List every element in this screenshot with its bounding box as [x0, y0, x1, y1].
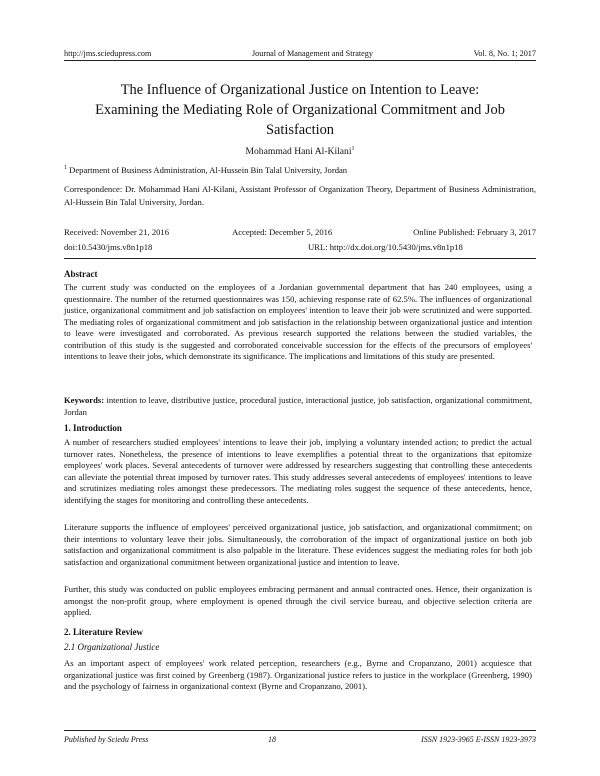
- review-subheading: 2.1 Organizational Justice: [64, 642, 160, 652]
- title-line-3: Satisfaction: [266, 122, 334, 138]
- running-header: [64, 44, 536, 58]
- abstract-text: The current study was conducted on the employees of a Jordanian governmental department that has 240 employees, using a questionnaire. The number of the returned questionnaires was 150, achieving response rate of 62.5%. The influences of organizational justice, organizational commitment and job satisfaction on employees' intention to leave their job were scrutinized and were supported. The mediating roles of organizational commitment and job satisfaction in the relationship between organizational justice and intention to leave were investigated and corroborated. As previous research supported the relations between the studied variables, the contribution of this study is the suggested and corroborated conceivable succession for the effects of the precursors of employees' intentions to leave their jobs, which demonstrate its significance. The implications and limitations of this study are presented.: [64, 282, 532, 361]
- intro-paragraph-3: Further, this study was conducted on public employees embracing permanent and annual contracted ones. Hence, their organization is amongst the non-profit group, where employment is opened through the civil service bureau, and objective selection criteria are applied.: [64, 584, 532, 617]
- page-footer: [64, 735, 536, 747]
- footer-rule: [64, 730, 536, 731]
- affiliation-text: Department of Business Administration, Al-Hussein Bin Talal University, Jordan: [67, 165, 348, 175]
- publisher: Published by Sciedu Press: [64, 735, 149, 744]
- title-line-1: The Influence of Organizational Justice on Intention to Leave:: [120, 82, 480, 98]
- dates-row: [64, 227, 536, 239]
- intro-heading: 1. Introduction: [64, 423, 122, 433]
- keywords-label: Keywords:: [64, 395, 105, 405]
- received-date: Received: November 21, 2016: [64, 227, 170, 237]
- review-paragraph-1: As an important aspect of employees' work related perception, researchers (e.g., Byrne and Cropanzano, 2001) acquiesce that organizational justice was first coined by Greenberg (1987). Organizational justice refers to justice in the workplace (Greenberg, 1990) and the psychology of fairness in organizational context (Byrne and Cropanzano, 2001).: [64, 658, 532, 691]
- intro-paragraph-2: Literature supports the influence of employees' perceived organizational justice, job satisfaction, and organizational commitment; on their intentions to voluntary leave their jobs. Simultaneously, the corroboration of the impact of organizational justice on both job satisfaction and organizational commitment is also palpable in the literature. These evidences suggest the mediating roles for both job satisfaction and organizational commitment between organizational justice and intention to leave.: [64, 522, 532, 567]
- online-date: Online Published: February 3, 2017: [413, 227, 536, 237]
- title-line-2: Examining the Mediating Role of Organizational Commitment and Job: [95, 102, 505, 118]
- correspondence: Correspondence: Dr. Mohammad Hani Al-Kilani, Assistant Professor of Organization Theory, Department of Business Administration, Al-Hussein Bin Talal University, Jordan.: [64, 184, 536, 207]
- issn: ISSN 1923-3965 E-ISSN 1923-3973: [421, 735, 536, 744]
- volume-info: Vol. 8, No. 1; 2017: [473, 49, 536, 58]
- divider-rule: [64, 258, 536, 259]
- abstract-heading: Abstract: [64, 269, 98, 279]
- accepted-date: Accepted: December 5, 2016: [232, 227, 333, 237]
- affiliation: [64, 165, 536, 175]
- header-rule: [64, 60, 536, 61]
- intro-paragraph-1: A number of researchers studied employees' intentions to leave their job, implying a voluntary intended action; to predict the actual turnover rates. Nonetheless, the presence of intentions to leave exemplifies a potential threat to the organizations that epitomize employees' work places. Several antecedents of turnover were addressed by researchers suggesting that controlling these antecedents can alleviate the potential threat imposed by turnover rates. This study addresses several antecedents of employees' intentions to leave and scrutinizes mediating roles amongst these predecessors. The mediating roles suggest the sequence of these antecedents, hence, identifying the stages for monitoring and controlling these antecedents.: [64, 437, 532, 505]
- doi-text[interactable]: doi:10.5430/jms.v8n1p18: [64, 242, 153, 252]
- article-title: [64, 80, 536, 140]
- page-number: 18: [268, 735, 276, 744]
- author-sup: 1: [351, 146, 355, 152]
- doi-row: [64, 242, 536, 254]
- author-name: Mohammad Hani Al-Kilani: [245, 146, 352, 158]
- review-heading: 2. Literature Review: [64, 627, 144, 637]
- affiliation-sup: 1: [64, 165, 67, 172]
- doi-url[interactable]: URL: http://dx.doi.org/10.5430/jms.v8n1p18: [308, 242, 463, 252]
- keywords-text: intention to leave, distributive justice, procedural justice, interactional justice, job satisfaction, organizational commitment, Jordan: [64, 395, 532, 417]
- journal-name: Journal of Management and Strategy: [251, 49, 373, 58]
- journal-url[interactable]: http://jms.sciedupress.com: [64, 49, 152, 58]
- keywords: [64, 395, 532, 418]
- author-line: [0, 146, 600, 157]
